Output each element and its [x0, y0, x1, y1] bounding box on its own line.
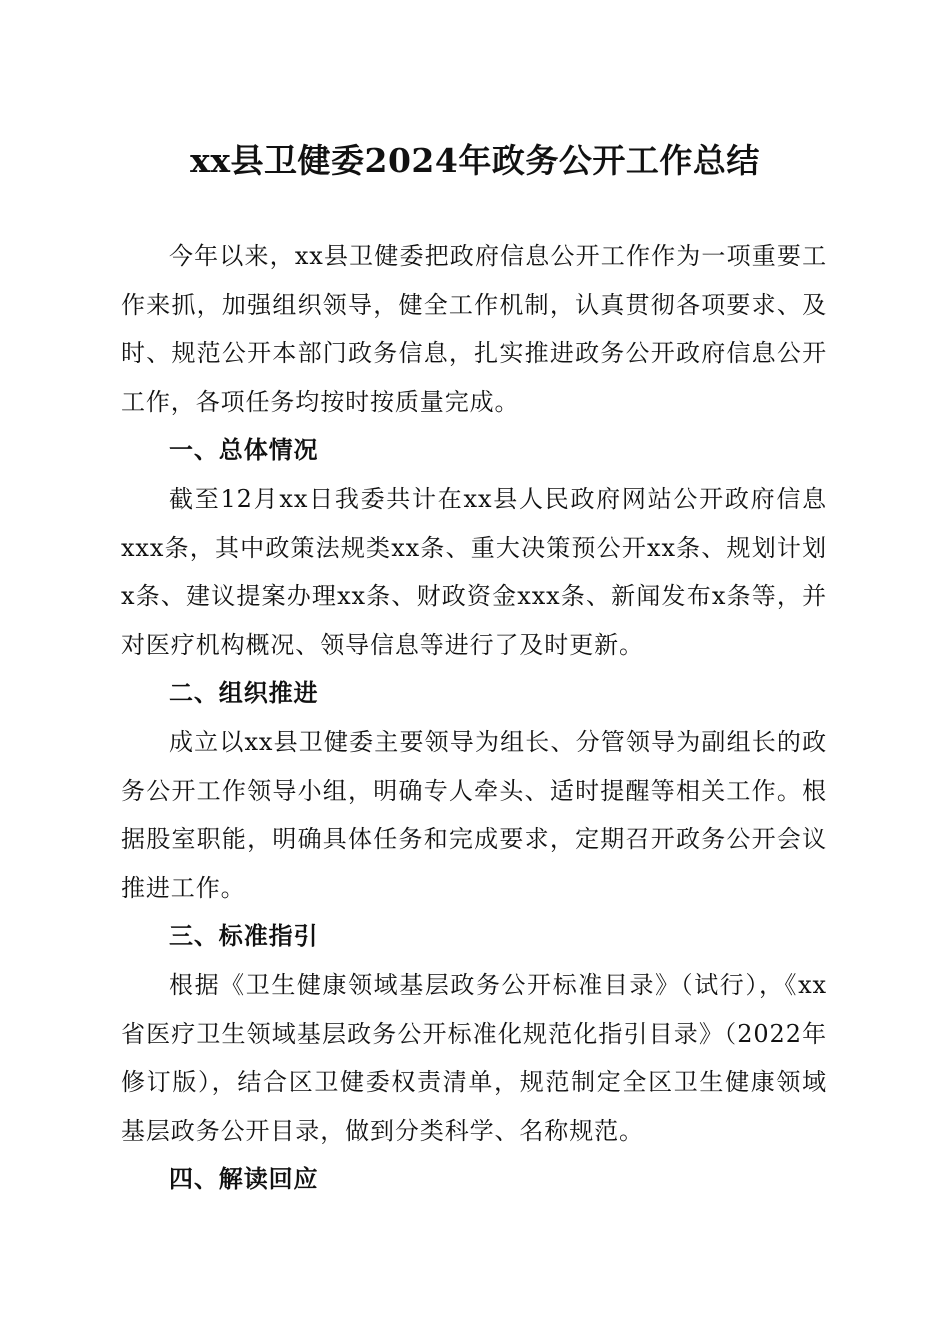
document-body: [121, 232, 827, 1204]
section-heading-organization: 二、组织推进: [169, 678, 319, 708]
section-heading-standards: 三、标准指引: [169, 921, 319, 951]
document-title: xx县卫健委2024年政务公开工作总结: [190, 141, 760, 180]
section-heading-interpretation: 四、解读回应: [169, 1164, 319, 1194]
section-paragraph-standards: 根据《卫生健康领域基层政务公开标准目录》（试行），《xx省医疗卫生领域基层政务公开标准化规范化指引目录》（2022年修订版），结合区卫健委权责清单，规范制定全区卫生健康领域基层政务公开目录，做到分类科学、名称规范。: [121, 970, 827, 1145]
intro-paragraph: 今年以来，xx县卫健委把政府信息公开工作作为一项重要工作来抓，加强组织领导，健全工作机制，认真贯彻各项要求、及时、规范公开本部门政务信息，扎实推进政务公开政府信息公开工作，各项任务均按时按质量完成。: [121, 242, 827, 416]
section-heading-overview: 一、总体情况: [169, 435, 319, 465]
section-paragraph-organization: 成立以xx县卫健委主要领导为组长、分管领导为副组长的政务公开工作领导小组，明确专人牵头、适时提醒等相关工作。根据股室职能，明确具体任务和完成要求，定期召开政务公开会议推进工作。: [121, 727, 827, 902]
section-paragraph-overview: 截至12月xx日我委共计在xx县人民政府网站公开政府信息xxx条，其中政策法规类xx条、重大决策预公开xx条、规划计划x条、建议提案办理xx条、财政资金xxx条、新闻发布x条等，并对医疗机构概况、领导信息等进行了及时更新。: [121, 484, 827, 659]
